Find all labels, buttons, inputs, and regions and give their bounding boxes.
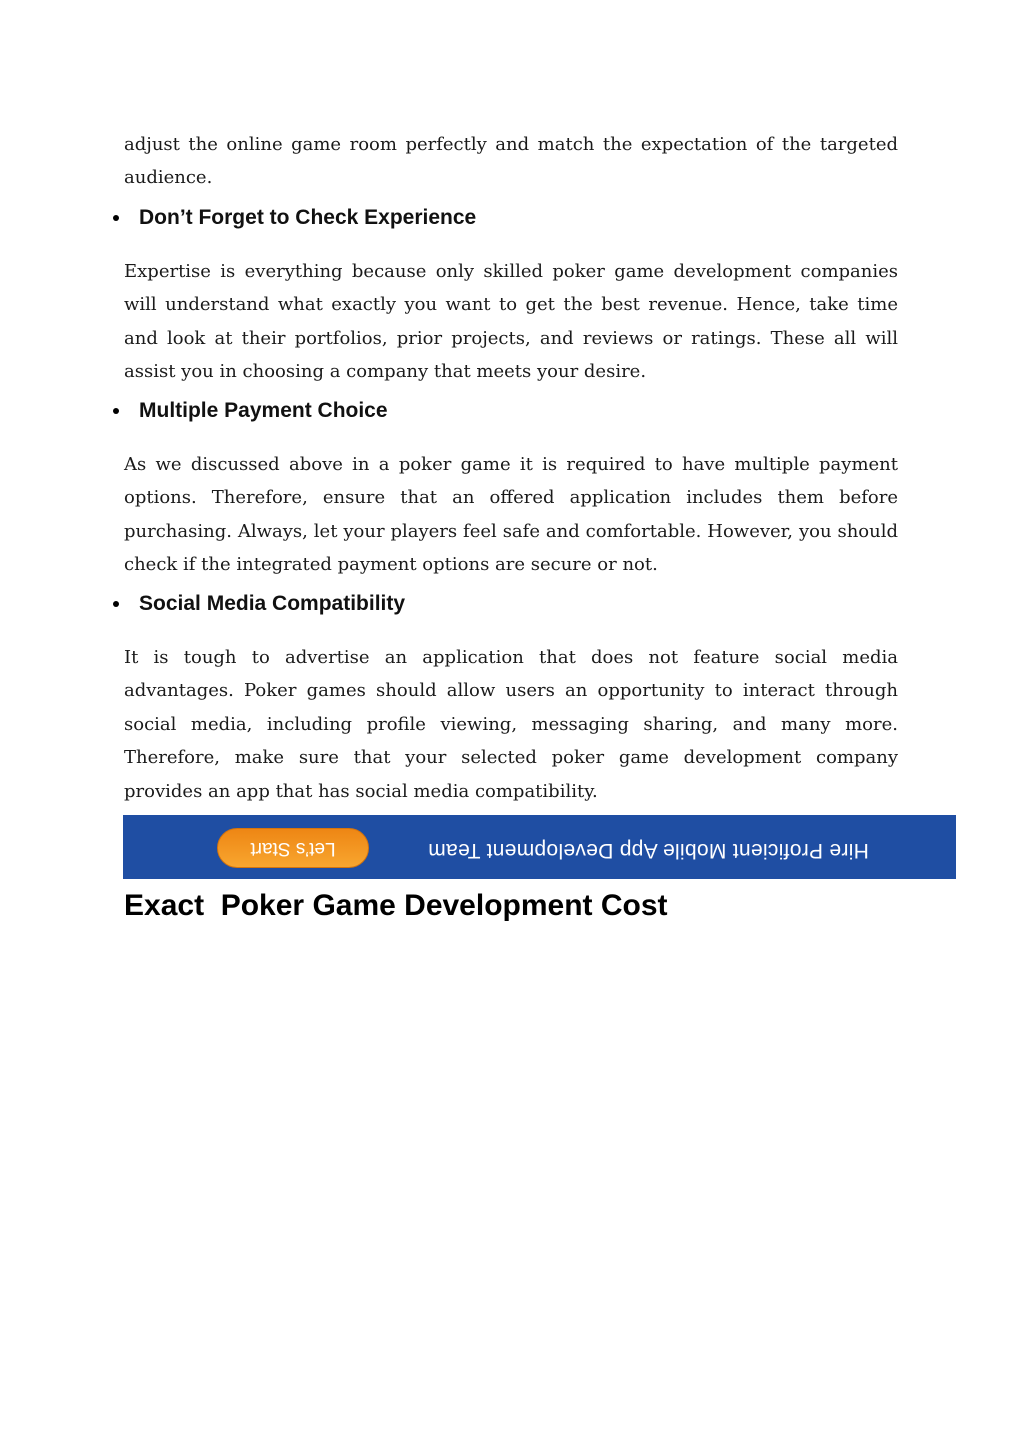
section-heading-cost: Exact Poker Game Development Cost xyxy=(124,889,668,922)
bullet-heading-payment: Multiple Payment Choice xyxy=(139,399,388,422)
hire-team-banner[interactable] xyxy=(123,815,956,879)
bullet-dot-icon xyxy=(113,408,119,414)
bullet-dot-icon xyxy=(113,215,119,221)
paragraph-intro-continued: adjust the online game room perfectly and match the expectation of the targeted audience. xyxy=(124,134,898,189)
lets-start-button[interactable]: Let’s Start xyxy=(217,828,369,868)
paragraph-payment: As we discussed above in a poker game it is required to have multiple payment options. Therefore, ensure that an offered application includes them before purchasing. Always, let your players feel safe and comfortable. However, you should check if the integrated payment options are secure or not. xyxy=(124,454,898,576)
bullet-item-social xyxy=(113,590,405,618)
bullet-dot-icon xyxy=(113,601,119,607)
bullet-item-experience xyxy=(113,204,476,232)
bullet-heading-experience: Don’t Forget to Check Experience xyxy=(139,206,477,229)
banner-flipped-content xyxy=(123,815,956,879)
bullet-heading-social: Social Media Compatibility xyxy=(139,592,406,615)
paragraph-social: It is tough to advertise an application that does not feature social media advantages. Poker games should allow users an opportunity to interact through social media, including profile viewing, messaging sharing, and many more. Therefore, make sure that your selected poker game development company provides an app that has social media compatibility. xyxy=(124,647,898,802)
banner-title: Hire Proficient Mobile App Development Team xyxy=(428,839,869,862)
paragraph-experience: Expertise is everything because only skilled poker game development companies will understand what exactly you want to get the best revenue. Hence, take time and look at their portfolios, prior projects, and reviews or ratings. These all will assist you in choosing a company that meets your desire. xyxy=(124,261,898,383)
bullet-item-payment xyxy=(113,397,388,425)
